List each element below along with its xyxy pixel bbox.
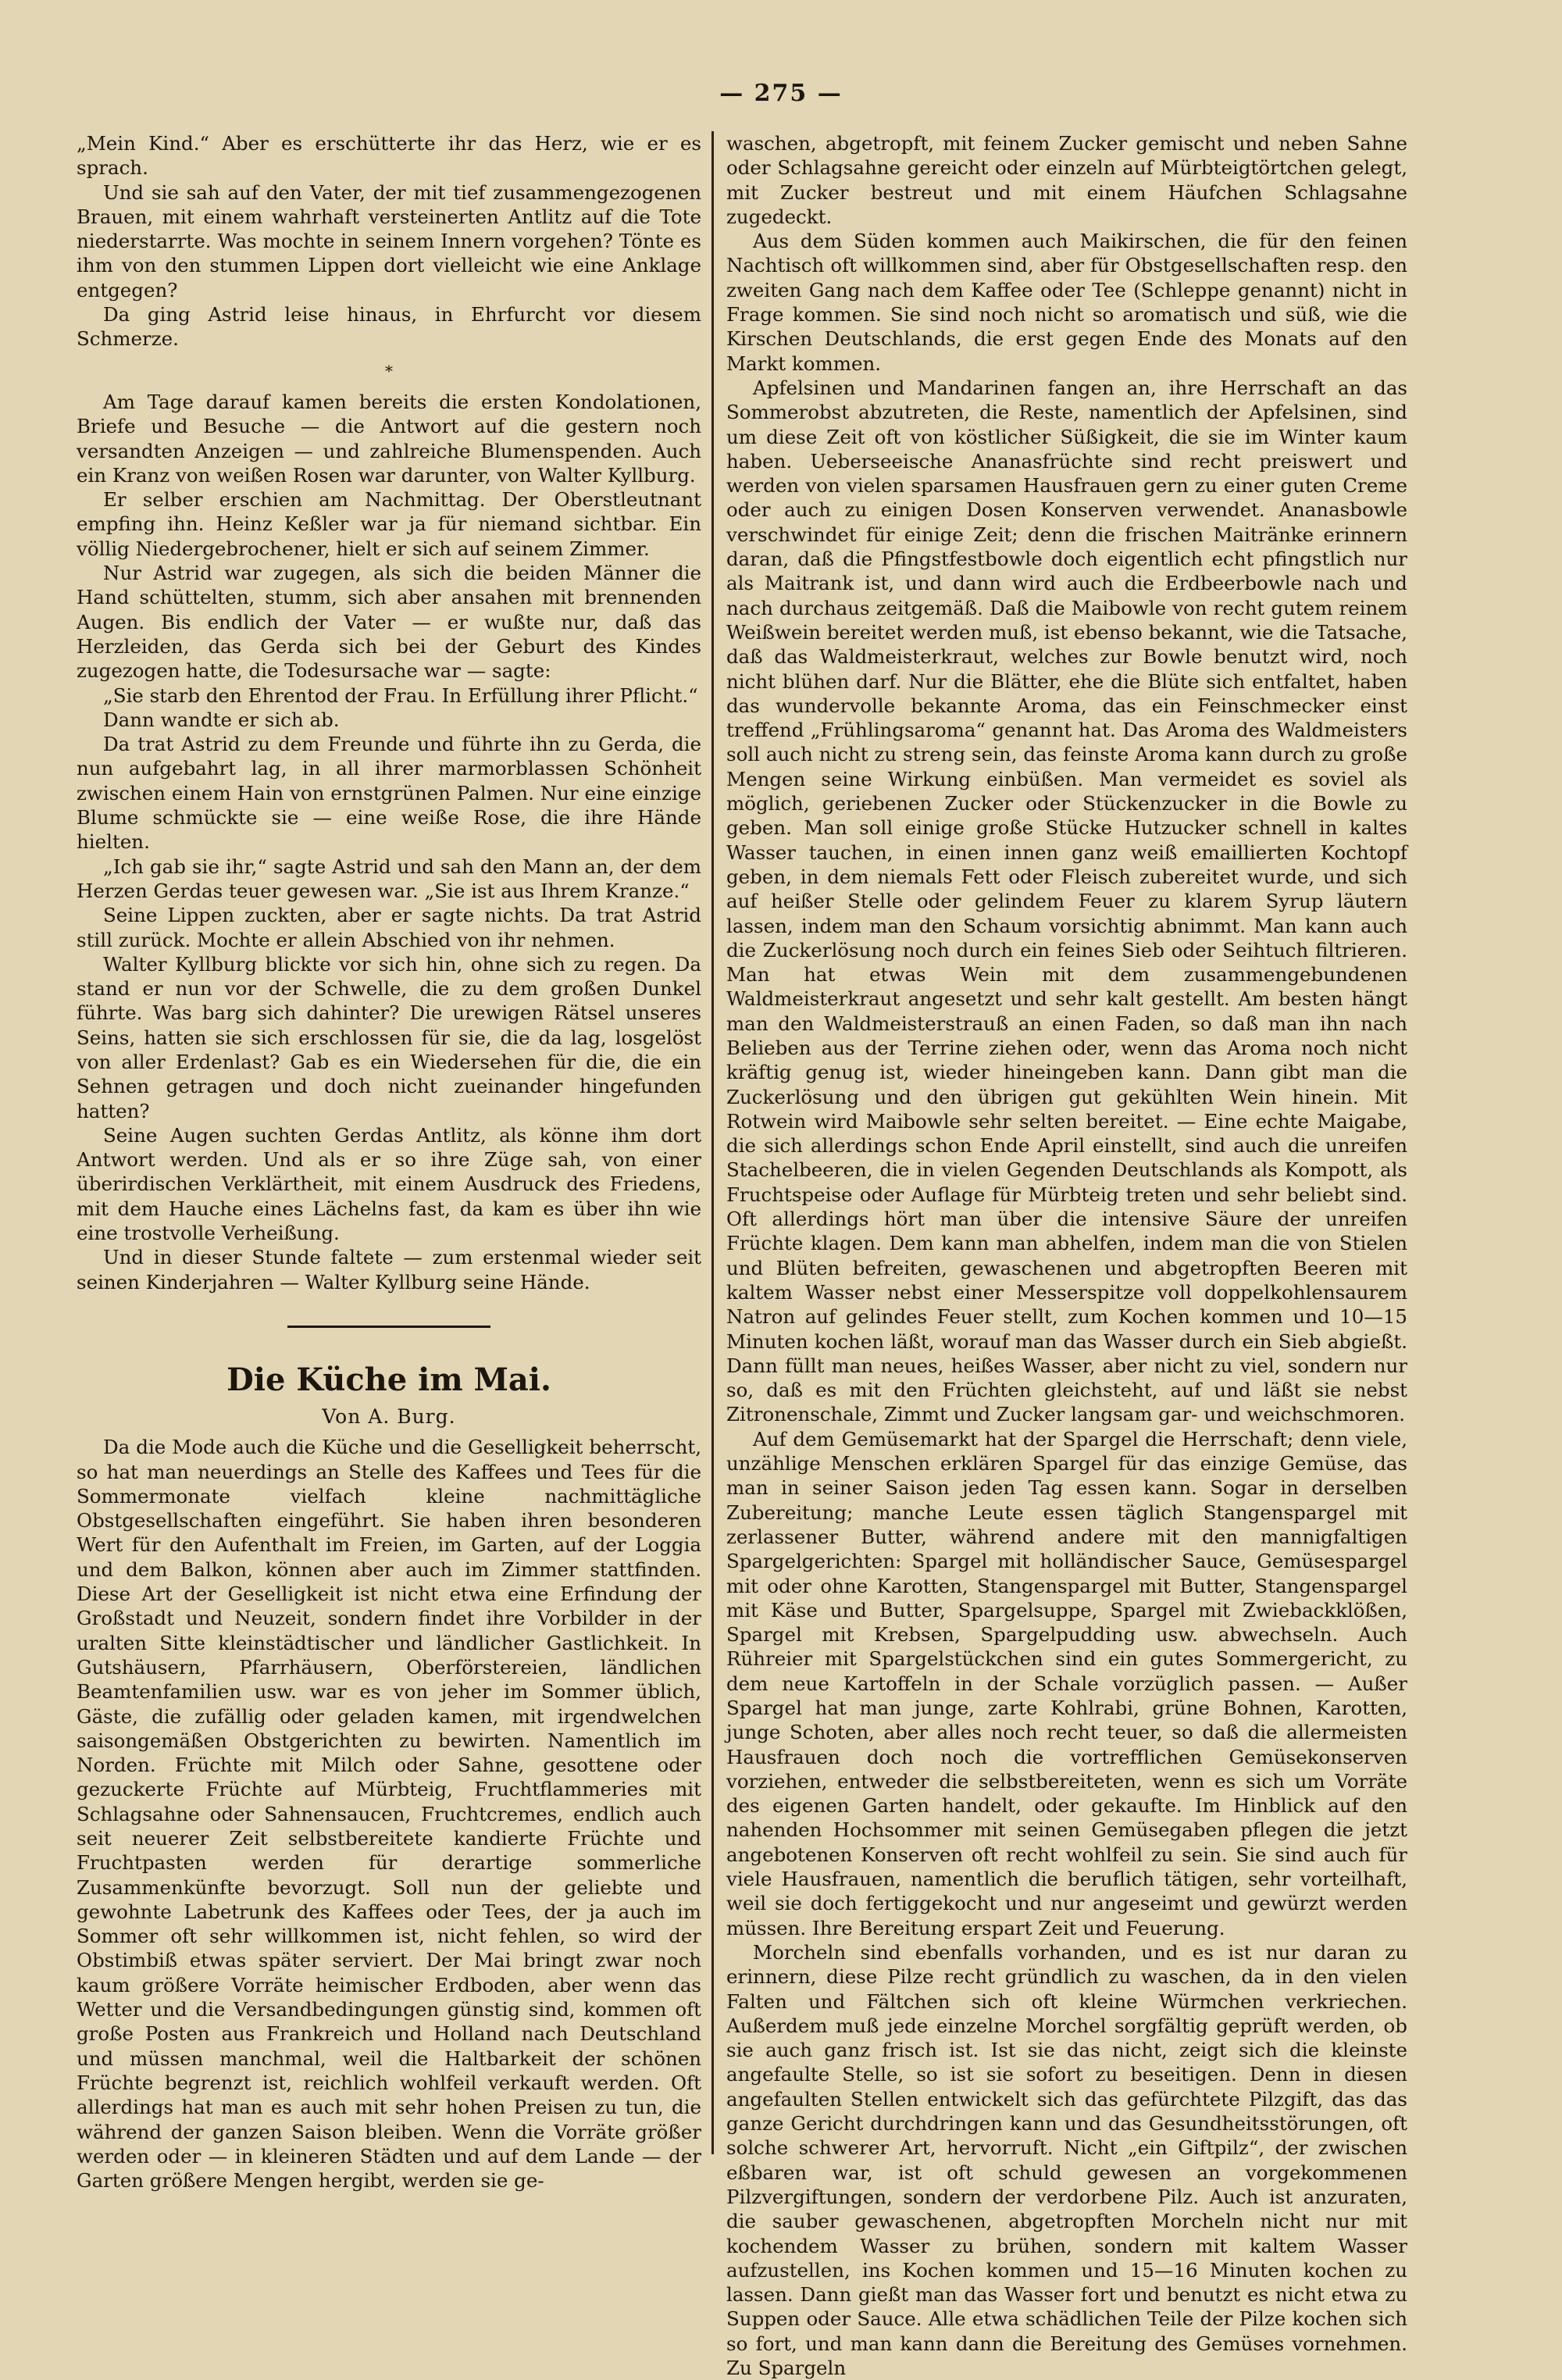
paragraph: Morcheln sind ebenfalls vorhanden, und es ist nur daran zu erinnern, diese Pilze recht gründlich zu waschen, da in den vielen Falten und Fältchen sich oft kleine Würmchen verkriechen. Außerdem muß jede einzelne Morchel sorgfältig geprüft werden, ob sie auch ganz frisch ist. Ist sie das nicht, zeigt sich die kleinste angefaulte Stelle, so ist sie sofort zu beseitigen. Denn in diesen angefaulten Stellen entwickelt sich das gefürchtete Pilzgift, das das ganze Gericht durchdringen kann und das Gesundheitsstörungen, oft solche schwerer Art, hervorruft. Nicht „ein Giftpilz“, der zwischen eßbaren war, ist oft schuld gewesen an vorgekommenen Pilzvergiftungen, sondern der verdorbene Pilz. Auch ist anzuraten, die sauber gewaschenen, abgetropften Morcheln nicht nur mit kochendem Wasser zu brühen, sondern mit kaltem Wasser aufzustellen, ins Kochen kommen und 15—16 Minuten kochen zu lassen. Dann gießt man das Wasser fort und benutzt es nicht etwa zu Suppen oder Sauce. Alle etwa schädlichen Teile der Pilze kochen sich so fort, und man kann dann die Bereitung des Gemüses vornehmen. Zu Spargeln (726, 1940, 1407, 2380)
paragraph: waschen, abgetropft, mit feinem Zucker gemischt und neben Sahne oder Schlagsahne gereicht oder einzeln auf Mürbteigtörtchen gelegt, mit Zucker bestreut und mit einem Häufchen Schlagsahne zugedeckt. (726, 132, 1407, 228)
paragraph: Nur Astrid war zugegen, als sich die beiden Männer die Hand schüttelten, stumm, sich aber ansahen mit brennenden Augen. Bis endlich der Vater — er wußte nur, daß das Herzleiden, das Gerda sich bei der Geburt des Kindes zugezogen hatte, die Todesursache war — sagte: (77, 562, 701, 683)
paragraph: „Mein Kind.“ Aber es erschütterte ihr das Herz, wie er es sprach. (77, 132, 701, 180)
story-before-break (77, 131, 701, 351)
paragraph: Walter Kyllburg blickte vor sich hin, ohne sich zu regen. Da stand er nun vor der Schwelle, die zu dem großen Dunkel führte. Was barg sich dahinter? Die urewigen Rätsel unseres Seins, hatten sie sich erschlossen für sie, die da lag, losgelöst von aller Erdenlast? Gab es ein Wiedersehen für die, die ein Sehnen getragen und doch nicht zueinander hingefunden hatten? (77, 952, 701, 1122)
page-number: — 275 — (719, 80, 843, 107)
paragraph: Aus dem Süden kommen auch Maikirschen, die für den feinen Nachtisch oft willkommen sind, aber für Obstgesellschaften resp. den zweiten Gang nach dem Kaffee oder Tee (Schleppe genannt) nicht in Frage kommen. Sie sind noch nicht so aromatisch und süß, wie die Kirschen Deutschlands, die erst gegen Ende des Monats auf den Markt kommen. (726, 230, 1407, 375)
article-divider-rule (287, 1326, 490, 1328)
article-byline: Von A. Burg. (322, 1404, 456, 1428)
article-body-left (77, 1435, 701, 2193)
article-body-right (726, 131, 1407, 2380)
story-continuation (77, 131, 701, 1294)
paragraph: Auf dem Gemüsemarkt hat der Spargel die Herrschaft; denn viele, unzählige Menschen erklären Spargel für das einzige Gemüse, das man in seiner Saison jeden Tag essen kann. Sogar in derselben Zubereitung; manche Leute essen täglich Stangenspargel mit zerlassener Butter, während andere mit den mannigfaltigen Spargelgerichten: Spargel mit holländischer Sauce, Gemüsespargel mit oder ohne Karotten, Stangenspargel mit Butter, Stangenspargel mit Käse und Butter, Spargelsuppe, Spargel mit Zwiebackklößen, Spargel mit Krebsen, Spargelpudding usw. abwechseln. Auch Rühreier mit Spargelstückchen sind ein gutes Sommergericht, zu dem neue Kartoffeln in der Schale vorzüglich passen. — Außer Spargel hat man junge, zarte Kohlrabi, grüne Bohnen, Karotten, junge Schoten, aber alles noch recht teuer, so daß die allermeisten Hausfrauen doch noch die vortrefflichen Gemüsekonserven vorziehen, entweder die selbstbereiteten, wenn es sich um Vorräte des eigenen Garten handelt, oder gekaufte. Im Hinblick auf den nahenden Hochsommer mit seinen Gemüsegaben pflegen die jetzt angebotenen Konserven oft recht wohlfeil zu sein. Sie sind auch für viele Hausfrauen, namentlich die beruflich tätigen, sehr vorteilhaft, weil sie doch fertiggekocht und nur angeseimt und gewürzt werden müssen. Ihre Bereitung erspart Zeit und Feuerung. (726, 1427, 1407, 1939)
paragraph: Da trat Astrid zu dem Freunde und führte ihn zu Gerda, die nun aufgebahrt lag, in all ihrer marmorblassen Schönheit zwischen einem Hain von ernstgrünen Palmen. Nur eine einzige Blume schmückte sie — eine weiße Rose, die ihre Hände hielten. (77, 733, 701, 854)
section-separator: * (385, 361, 393, 380)
paragraph: Am Tage darauf kamen bereits die ersten Kondolationen, Briefe und Besuche — die Antwort auf die gestern noch versandten Anzeigen — und zahlreiche Blumenspenden. Auch ein Kranz von weißen Rosen war darunter, von Walter Kyllburg. (77, 390, 701, 487)
story-after-break (77, 390, 701, 1294)
article-title: Die Küche im Mai. (226, 1361, 551, 1398)
paragraph: Da die Mode auch die Küche und die Geselligkeit beherrscht, so hat man neuerdings an Stelle des Kaffees und Tees für die Sommermonate vielfach kleine nachmittägliche Obstgesellschaften eingeführt. Sie haben ihren besonderen Wert für den Aufenthalt im Freien, im Garten, auf der Loggia und dem Balkon, können aber auch im Zimmer stattfinden. Diese Art der Geselligkeit ist nicht etwa eine Erfindung der Großstadt und Neuzeit, sondern findet ihre Vorbilder in der uralten Sitte kleinstädtischer und ländlicher Gastlichkeit. In Gutshäusern, Pfarrhäusern, Oberförstereien, ländlichen Beamtenfamilien usw. war es von jeher im Sommer üblich, Gäste, die zufällig oder geladen kamen, mit irgendwelchen saisongemäßen Obstgerichten zu bewirten. Namentlich im Norden. Früchte mit Milch oder Sahne, gesottene oder gezuckerte Früchte auf Mürbteig, Fruchtflammeries mit Schlagsahne oder Sahnensaucen, Fruchtcremes, endlich auch seit neuerer Zeit selbstbereitete kandierte Früchte und Fruchtpasten werden für derartige sommerliche Zusammenkünfte bevorzugt. Soll nun der geliebte und gewohnte Labetrunk des Kaffees oder Tees, der ja auch im Sommer oft sehr willkommen ist, nicht fehlen, so wird der Obstimbiß etwas später serviert. Der Mai bringt zwar noch kaum größere Vorräte heimischer Erdboden, aber wenn das Wetter und die Versandbedingungen günstig sind, kommen oft große Posten aus Frankreich und Holland nach Deutschland und müssen manchmal, weil die Haltbarkeit der schönen Früchte begrenzt ist, reichlich wohlfeil verkauft werden. Oft allerdings hat man es auch mit sehr hohen Preisen zu tun, die während der ganzen Saison bleiben. Wenn die Vorräte größer werden oder — in kleineren Städten und auf dem Lande — der Garten größere Mengen hergibt, werden sie ge- (77, 1436, 701, 2193)
paragraph: Und in dieser Stunde faltete — zum erstenmal wieder seit seinen Kinderjahren — Walter Kyllburg seine Hände. (77, 1246, 701, 1293)
paragraph: Dann wandte er sich ab. (103, 708, 340, 731)
paragraph: „Ich gab sie ihr,“ sagte Astrid und sah den Mann an, der dem Herzen Gerdas teuer gewesen war. „Sie ist aus Ihrem Kranze.“ (77, 855, 701, 902)
paragraph: Seine Lippen zuckten, aber er sagte nichts. Da trat Astrid still zurück. Mochte er allein Abschied von ihr nehmen. (77, 904, 701, 951)
paragraph: Apfelsinen und Mandarinen fangen an, ihre Herrschaft an das Sommerobst abzutreten, die Reste, namentlich der Apfelsinen, sind um diese Zeit oft von köstlicher Süßigkeit, die sie im Winter kaum haben. Ueberseeische Ananasfrüchte sind recht preiswert und werden von vielen sparsamen Hausfrauen gern zu einer guten Creme oder auch zu einigen Dosen Konserven verwendet. Ananasbowle verschwindet für einige Zeit; denn die frischen Maitränke erinnern daran, daß die Pfingstfestbowle doch eigentlich echt pfingstlich nur als Maitrank ist, und dann wird auch die Erdbeerbowle nach und nach durchaus zeitgemäß. Daß die Maibowle von recht gutem reinem Weißwein bereitet werden muß, ist ebenso bekannt, wie die Tatsache, daß das Waldmeisterkraut, welches zur Bowle benutzt wird, noch nicht blühen darf. Nur die Blätter, ehe die Blüte sich entfaltet, haben das wundervolle bekannte Aroma, das ein Feinschmecker einst treffend „Frühlingsaroma“ genannt hat. Das Aroma des Waldmeisters soll auch nicht zu streng sein, das feinste Aroma kann durch zu große Mengen seine Wirkung einbüßen. Man vermeidet es soviel als möglich, geriebenen Zucker oder Stückenzucker in die Bowle zu geben. Man soll einige große Stücke Hutzucker schnell in kaltes Wasser tauchen, in einen innen ganz weiß emaillierten Kochtopf geben, in dem niemals Fett oder Fleisch zubereitet wurde, und sich auf heißer Stelle oder gelindem Feuer zu klarem Syrup läutern lassen, indem man den Schaum vorsichtig abnimmt. Man kann auch die Zuckerlösung noch durch ein feines Sieb oder Seihtuch filtrieren. Man hat etwas Wein mit dem zusammengebundenen Waldmeisterkraut angesetzt und sehr kalt gestellt. Am besten hängt man den Waldmeisterstrauß an einen Faden, so daß man ihn nach Belieben aus der Terrine ziehen oder, wenn das Aroma noch nicht kräftig genug ist, wieder hineingeben kann. Dann gibt man die Zuckerlösung und den übrigen gut gekühlten Wein hinein. Mit Rotwein wird Maibowle sehr selten bereitet. — Eine echte Maigabe, die sich allerdings schon Ende April einstellt, sind auch die unreifen Stachelbeeren, die in vielen Gegenden Deutschlands als Kompott, als Fruchtspeise oder Auflage für Mürbteig treten und sehr beliebt sind. Oft allerdings hört man über die intensive Säure der unreifen Früchte klagen. Dem kann man abhelfen, indem man die von Stielen und Blüten befreiten, gewaschenen und abgetropften Beeren mit kaltem Wasser nebst einer Messerspitze voll doppelkohlensaurem Natron auf gelindes Feuer stellt, zum Kochen kommen und 10—15 Minuten kochen läßt, worauf man das Wasser durch ein Sieb abgießt. Dann füllt man neues, heißes Wasser, aber nicht zu viel, sondern nur so, daß es mit den Früchten gleichsteht, auf und läßt sie nebst Zitronenschale, Zimmt und Zucker langsam gar- und weichschmoren. (726, 376, 1407, 1426)
paragraph: „Sie starb den Ehrentod der Frau. In Erfüllung ihrer Pflicht.“ (103, 683, 698, 707)
paragraph: Und sie sah auf den Vater, der mit tief zusammengezogenen Brauen, mit einem wahrhaft versteinerten Antlitz auf die Tote niederstarrte. Was mochte in seinem Innern vorgehen? Tönte es ihm von den stummen Lippen dort vielleicht wie eine Anklage entgegen? (77, 180, 701, 302)
paragraph: Seine Augen suchten Gerdas Antlitz, als könne ihm dort Antwort werden. Und als er so ihre Züge sah, von einer überirdischen Verklärtheit, mit einem Ausdruck des Friedens, mit dem Hauche eines Lächelns fast, da kam es über ihn wie eine trostvolle Verheißung. (77, 1123, 701, 1245)
left-column (77, 131, 701, 2193)
right-column (726, 131, 1407, 2380)
paragraph: Da ging Astrid leise hinaus, in Ehrfurcht vor diesem Schmerze. (77, 303, 701, 351)
paragraph: Er selber erschien am Nachmittag. Der Oberstleutnant empfing ihn. Heinz Keßler war ja für niemand sichtbar. Ein völlig Niedergebrochener, hielt er sich auf seinem Zimmer. (77, 488, 701, 560)
column-divider (711, 131, 714, 2154)
